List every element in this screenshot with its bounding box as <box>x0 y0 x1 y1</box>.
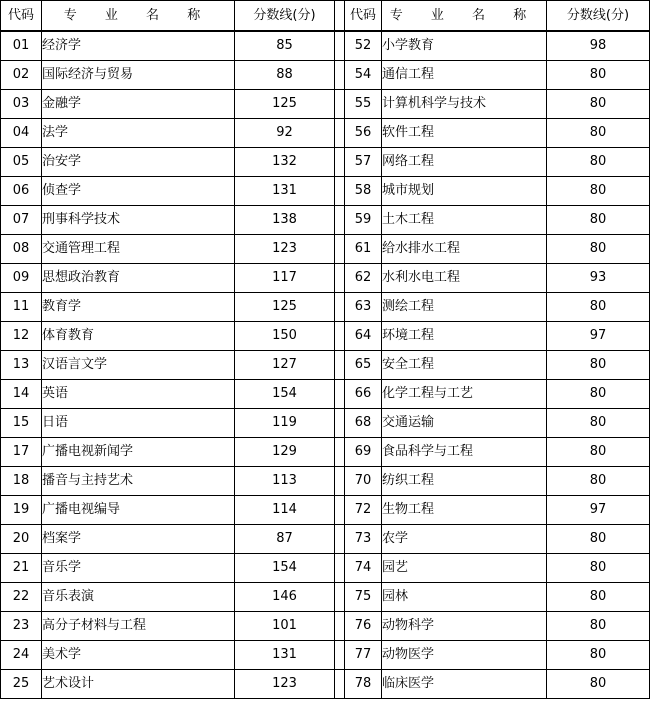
cutoff-score-left: 88 <box>235 61 335 90</box>
cutoff-score-left: 154 <box>235 554 335 583</box>
cutoff-score-right: 80 <box>547 177 650 206</box>
column-divider <box>335 670 345 699</box>
major-name-left: 美术学 <box>42 641 235 670</box>
major-code-left: 05 <box>1 148 42 177</box>
table-row <box>1 31 650 61</box>
major-code-left: 20 <box>1 525 42 554</box>
column-divider <box>335 264 345 293</box>
cutoff-score-right: 80 <box>547 438 650 467</box>
cutoff-score-right: 80 <box>547 409 650 438</box>
major-code-left: 01 <box>1 31 42 61</box>
major-code-right: 61 <box>345 235 382 264</box>
major-name-right: 化学工程与工艺 <box>382 380 547 409</box>
table-row <box>1 467 650 496</box>
major-name-left: 音乐学 <box>42 554 235 583</box>
cutoff-score-left: 92 <box>235 119 335 148</box>
cutoff-score-right: 80 <box>547 554 650 583</box>
major-code-right: 72 <box>345 496 382 525</box>
major-code-right: 65 <box>345 351 382 380</box>
cutoff-score-left: 127 <box>235 351 335 380</box>
major-name-left: 高分子材料与工程 <box>42 612 235 641</box>
cutoff-score-right: 97 <box>547 496 650 525</box>
column-divider <box>335 61 345 90</box>
major-name-left: 日语 <box>42 409 235 438</box>
major-name-left: 档案学 <box>42 525 235 554</box>
table-header-row <box>1 1 650 32</box>
table-row <box>1 322 650 351</box>
column-divider <box>335 467 345 496</box>
major-code-right: 76 <box>345 612 382 641</box>
cutoff-score-left: 129 <box>235 438 335 467</box>
major-code-left: 19 <box>1 496 42 525</box>
cutoff-score-left: 114 <box>235 496 335 525</box>
major-name-left: 音乐表演 <box>42 583 235 612</box>
cutoff-score-right: 80 <box>547 583 650 612</box>
cutoff-score-left: 123 <box>235 670 335 699</box>
major-name-right: 水利水电工程 <box>382 264 547 293</box>
column-divider <box>335 380 345 409</box>
column-divider <box>335 31 345 61</box>
cutoff-score-right: 80 <box>547 61 650 90</box>
cutoff-score-right: 80 <box>547 235 650 264</box>
column-divider <box>335 322 345 351</box>
table-row <box>1 148 650 177</box>
major-name-left: 治安学 <box>42 148 235 177</box>
column-divider <box>335 409 345 438</box>
header-name-left: 专 业 名 称 <box>42 1 235 32</box>
column-divider <box>335 641 345 670</box>
major-name-right: 园林 <box>382 583 547 612</box>
column-divider <box>335 554 345 583</box>
major-name-right: 农学 <box>382 525 547 554</box>
table-row <box>1 409 650 438</box>
major-code-left: 11 <box>1 293 42 322</box>
table-row <box>1 119 650 148</box>
major-code-left: 21 <box>1 554 42 583</box>
major-name-right: 动物医学 <box>382 641 547 670</box>
cutoff-score-right: 80 <box>547 641 650 670</box>
major-code-left: 12 <box>1 322 42 351</box>
column-divider <box>335 438 345 467</box>
major-name-right: 食品科学与工程 <box>382 438 547 467</box>
header-code-right: 代码 <box>345 1 382 32</box>
major-code-right: 73 <box>345 525 382 554</box>
major-name-left: 英语 <box>42 380 235 409</box>
major-name-right: 通信工程 <box>382 61 547 90</box>
table-row <box>1 351 650 380</box>
major-code-left: 15 <box>1 409 42 438</box>
column-divider <box>335 612 345 641</box>
table-row <box>1 206 650 235</box>
table-row <box>1 496 650 525</box>
cutoff-score-left: 101 <box>235 612 335 641</box>
major-name-right: 动物科学 <box>382 612 547 641</box>
column-divider <box>335 206 345 235</box>
major-name-left: 经济学 <box>42 31 235 61</box>
column-divider <box>335 1 345 32</box>
cutoff-score-left: 87 <box>235 525 335 554</box>
cutoff-score-right: 80 <box>547 380 650 409</box>
cutoff-score-right: 80 <box>547 119 650 148</box>
column-divider <box>335 293 345 322</box>
major-code-left: 14 <box>1 380 42 409</box>
major-code-left: 23 <box>1 612 42 641</box>
major-name-right: 软件工程 <box>382 119 547 148</box>
major-code-right: 66 <box>345 380 382 409</box>
major-code-left: 22 <box>1 583 42 612</box>
major-code-right: 54 <box>345 61 382 90</box>
cutoff-score-right: 80 <box>547 612 650 641</box>
column-divider <box>335 177 345 206</box>
cutoff-score-right: 80 <box>547 351 650 380</box>
cutoff-score-left: 132 <box>235 148 335 177</box>
major-code-right: 58 <box>345 177 382 206</box>
major-name-left: 体育教育 <box>42 322 235 351</box>
table-row <box>1 641 650 670</box>
header-score-left: 分数线(分) <box>235 1 335 32</box>
major-name-right: 网络工程 <box>382 148 547 177</box>
major-code-right: 78 <box>345 670 382 699</box>
major-code-left: 03 <box>1 90 42 119</box>
table-row <box>1 525 650 554</box>
cutoff-score-left: 154 <box>235 380 335 409</box>
major-name-left: 汉语言文学 <box>42 351 235 380</box>
major-code-right: 64 <box>345 322 382 351</box>
major-name-left: 法学 <box>42 119 235 148</box>
major-name-left: 刑事科学技术 <box>42 206 235 235</box>
major-name-right: 计算机科学与技术 <box>382 90 547 119</box>
header-name-right: 专 业 名 称 <box>382 1 547 32</box>
major-code-right: 70 <box>345 467 382 496</box>
major-code-right: 69 <box>345 438 382 467</box>
major-code-right: 56 <box>345 119 382 148</box>
major-name-left: 广播电视新闻学 <box>42 438 235 467</box>
major-name-right: 测绘工程 <box>382 293 547 322</box>
column-divider <box>335 119 345 148</box>
major-name-left: 侦查学 <box>42 177 235 206</box>
column-divider <box>335 496 345 525</box>
cutoff-score-left: 146 <box>235 583 335 612</box>
table-row <box>1 90 650 119</box>
major-name-right: 园艺 <box>382 554 547 583</box>
table-row <box>1 438 650 467</box>
cutoff-score-left: 125 <box>235 90 335 119</box>
column-divider <box>335 351 345 380</box>
table-row <box>1 264 650 293</box>
major-name-right: 临床医学 <box>382 670 547 699</box>
major-name-left: 艺术设计 <box>42 670 235 699</box>
major-code-left: 25 <box>1 670 42 699</box>
header-score-right: 分数线(分) <box>547 1 650 32</box>
major-name-right: 纺织工程 <box>382 467 547 496</box>
cutoff-score-right: 80 <box>547 525 650 554</box>
cutoff-score-right: 93 <box>547 264 650 293</box>
major-code-right: 68 <box>345 409 382 438</box>
major-code-left: 17 <box>1 438 42 467</box>
major-name-right: 安全工程 <box>382 351 547 380</box>
major-code-left: 04 <box>1 119 42 148</box>
major-code-left: 18 <box>1 467 42 496</box>
major-code-right: 75 <box>345 583 382 612</box>
major-name-right: 环境工程 <box>382 322 547 351</box>
cutoff-score-right: 97 <box>547 322 650 351</box>
table-body <box>1 1 650 699</box>
major-code-left: 08 <box>1 235 42 264</box>
column-divider <box>335 90 345 119</box>
major-code-right: 63 <box>345 293 382 322</box>
cutoff-score-right: 80 <box>547 467 650 496</box>
major-name-right: 土木工程 <box>382 206 547 235</box>
cutoff-score-left: 117 <box>235 264 335 293</box>
cutoff-score-left: 119 <box>235 409 335 438</box>
cutoff-score-right: 80 <box>547 206 650 235</box>
column-divider <box>335 148 345 177</box>
major-name-left: 交通管理工程 <box>42 235 235 264</box>
major-name-right: 给水排水工程 <box>382 235 547 264</box>
cutoff-score-right: 98 <box>547 31 650 61</box>
cutoff-score-right: 80 <box>547 293 650 322</box>
cutoff-score-right: 80 <box>547 148 650 177</box>
cutoff-score-right: 80 <box>547 670 650 699</box>
major-name-left: 广播电视编导 <box>42 496 235 525</box>
cutoff-score-left: 125 <box>235 293 335 322</box>
table-row <box>1 554 650 583</box>
cutoff-score-left: 123 <box>235 235 335 264</box>
major-code-left: 07 <box>1 206 42 235</box>
major-name-left: 播音与主持艺术 <box>42 467 235 496</box>
table-row <box>1 583 650 612</box>
column-divider <box>335 235 345 264</box>
cutoff-score-left: 131 <box>235 177 335 206</box>
major-name-right: 小学教育 <box>382 31 547 61</box>
table-row <box>1 380 650 409</box>
table-row <box>1 177 650 206</box>
table-row <box>1 670 650 699</box>
header-code-left: 代码 <box>1 1 42 32</box>
cutoff-score-left: 85 <box>235 31 335 61</box>
major-code-left: 06 <box>1 177 42 206</box>
table-row <box>1 61 650 90</box>
major-code-left: 24 <box>1 641 42 670</box>
major-code-right: 62 <box>345 264 382 293</box>
cutoff-score-left: 131 <box>235 641 335 670</box>
cutoff-score-left: 113 <box>235 467 335 496</box>
major-code-right: 74 <box>345 554 382 583</box>
major-code-right: 55 <box>345 90 382 119</box>
major-code-right: 59 <box>345 206 382 235</box>
major-code-left: 02 <box>1 61 42 90</box>
major-name-left: 思想政治教育 <box>42 264 235 293</box>
major-name-left: 教育学 <box>42 293 235 322</box>
table-row <box>1 293 650 322</box>
column-divider <box>335 525 345 554</box>
major-code-right: 57 <box>345 148 382 177</box>
major-code-right: 77 <box>345 641 382 670</box>
major-code-left: 09 <box>1 264 42 293</box>
cutoff-score-left: 138 <box>235 206 335 235</box>
cutoff-score-right: 80 <box>547 90 650 119</box>
table-row <box>1 612 650 641</box>
major-name-left: 国际经济与贸易 <box>42 61 235 90</box>
cutoff-score-left: 150 <box>235 322 335 351</box>
column-divider <box>335 583 345 612</box>
major-name-right: 城市规划 <box>382 177 547 206</box>
table-row <box>1 235 650 264</box>
major-name-right: 生物工程 <box>382 496 547 525</box>
major-code-right: 52 <box>345 31 382 61</box>
major-name-left: 金融学 <box>42 90 235 119</box>
major-name-right: 交通运输 <box>382 409 547 438</box>
major-code-left: 13 <box>1 351 42 380</box>
